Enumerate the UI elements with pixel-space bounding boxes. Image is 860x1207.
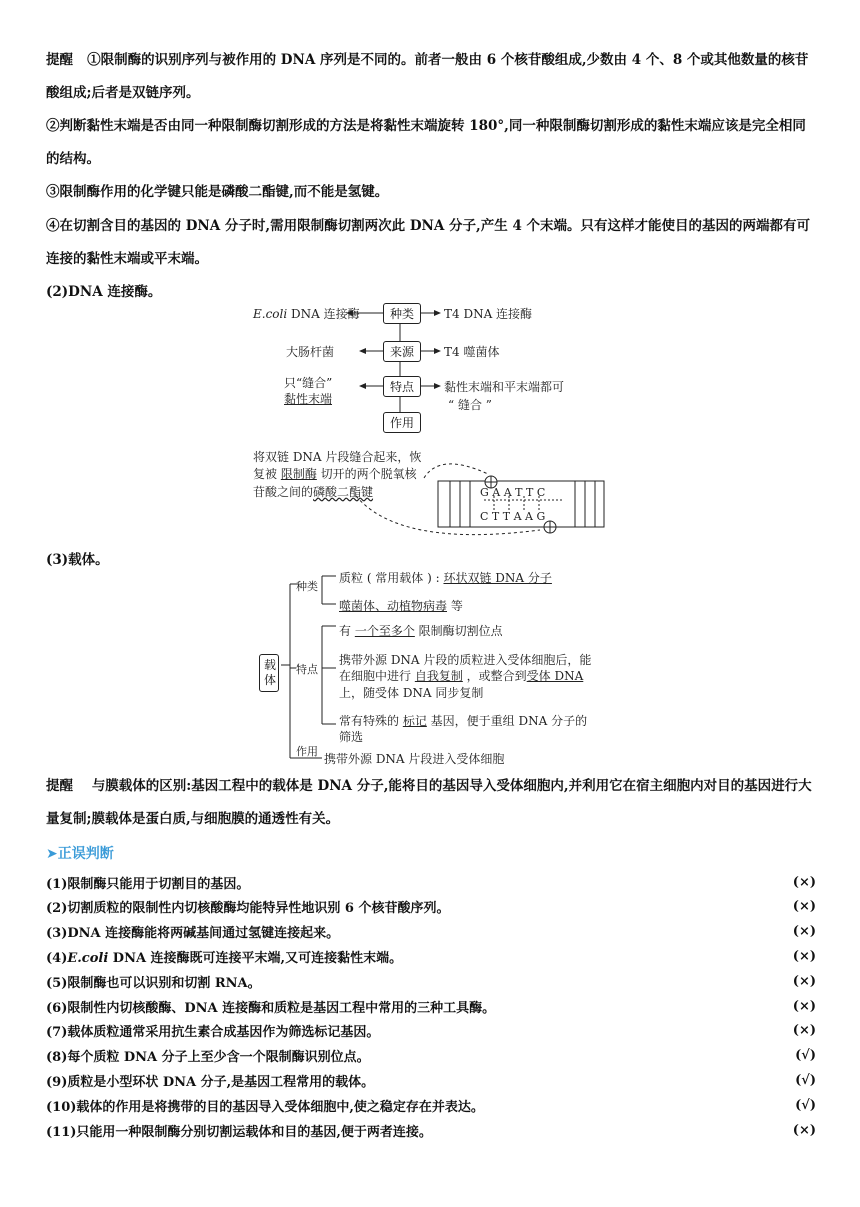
vector-role-text: 携带外源 DNA 片段进入受体细胞 <box>324 752 505 766</box>
feature-box: 特点 <box>383 376 421 397</box>
judge-item-mark: (×) <box>792 1023 816 1039</box>
play-arrow-icon: ➤ <box>46 846 58 862</box>
judge-heading <box>46 843 114 863</box>
role-line-1: 将双链 DNA 片段缝合起来，恢 <box>253 450 422 464</box>
feature-right-1: 黏性末端和平末端都可 <box>444 380 565 394</box>
tip-text-5: 与膜载体的区别:基因工程中的载体是 DNA 分子,能将目的基因导入受体细胞内,并利用它在宿主细胞内对目的基因进行大量复制;膜载体是蛋白质,与细胞膜的通透性有关。 <box>46 778 812 827</box>
judge-item-text: (2)切割质粒的限制性内切核酸酶均能特异性地识别 6 个核苷酸序列。 <box>46 901 450 917</box>
judge-item <box>46 1019 816 1043</box>
role-line-2: 复被 限制酶 切开的两个脱氧核 <box>253 467 417 481</box>
feature-left-2: 黏性末端 <box>284 392 333 406</box>
judge-item-text: (11)只能用一种限制酶分别切割运载体和目的基因,便于两者连接。 <box>46 1124 432 1140</box>
ecoli-ligase-label: E.coli DNA 连接酶 <box>253 307 360 321</box>
judge-item <box>46 969 816 993</box>
judge-item <box>46 1068 816 1092</box>
source-t4: T4 噬菌体 <box>444 345 500 359</box>
judge-item <box>46 1093 816 1117</box>
vector-role-label: 作用 <box>296 745 318 758</box>
kind-box: 种类 <box>383 303 421 324</box>
tip-text-1: ①限制酶的识别序列与被作用的 DNA 序列是不同的。前者一般由 6 个核苷酸组成,少数由 4 个、8 个或其他数量的核苷酸组成;后者是双链序列。 <box>46 52 809 101</box>
judge-item <box>46 994 816 1018</box>
judge-item <box>46 895 816 919</box>
vector-feature-3-line-2: 筛选 <box>339 730 364 744</box>
t4-ligase-label: T4 DNA 连接酶 <box>444 307 533 321</box>
ligase-heading: (2)DNA 连接酶。 <box>46 284 162 300</box>
vector-feature-2-line-2: 在细胞中进行 自我复制 ，或整合到受体 DNA <box>339 669 584 683</box>
tip-paragraph-3: ③限制酶作用的化学键只能是磷酸二酯键,而不能是氢键。 <box>46 184 389 200</box>
judge-item-text: (4)E.coli DNA 连接酶既可连接平末端,又可连接黏性末端。 <box>46 950 403 966</box>
source-box: 来源 <box>383 341 421 362</box>
vector-center-box: 载 体 <box>259 654 279 692</box>
tip-paragraph-2: ②判断黏性末端是否由同一种限制酶切割形成的方法是将黏性末端旋转 180°,同一种限制酶切割形成的黏性末端应该是完全相同的结构。 <box>46 118 806 167</box>
judge-item-text: (10)载体的作用是将携带的目的基因导入受体细胞中,使之稳定存在并表达。 <box>46 1099 484 1115</box>
judge-item-mark: (×) <box>792 948 816 964</box>
judge-item-text: (6)限制性内切核酸酶、DNA 连接酶和质粒是基因工程中常用的三种工具酶。 <box>46 1000 496 1016</box>
tip-paragraph-4: ④在切割含目的基因的 DNA 分子时,需用限制酶切割两次此 DNA 分子,产生 4 个末端。只有这样才能使目的基因的两端都有可连接的黏性末端或平末端。 <box>46 218 811 267</box>
judge-item-mark: (×) <box>792 874 816 890</box>
judge-item-mark: (√) <box>795 1048 816 1064</box>
vector-feature-1: 有 一个至多个 限制酶切割位点 <box>339 624 503 638</box>
judge-title: 正误判断 <box>57 846 114 862</box>
vector-heading: (3)载体。 <box>46 552 109 568</box>
judge-item <box>46 944 816 968</box>
judge-item-mark: (×) <box>792 1122 816 1138</box>
judge-item-mark: (√) <box>795 1097 816 1113</box>
role-box: 作用 <box>383 412 421 433</box>
tip-paragraph-5 <box>46 770 818 836</box>
feature-right-2: “ 缝合 ” <box>448 398 492 412</box>
judge-item-mark: (×) <box>792 998 816 1014</box>
judge-item <box>46 1044 816 1068</box>
judge-item-mark: (×) <box>792 973 816 989</box>
vector-kind-label: 种类 <box>296 580 318 593</box>
role-line-3: 苷酸之间的磷酸二酯键 <box>253 485 374 499</box>
vector-feature-2-line-1: 携带外源 DNA 片段的质粒进入受体细胞后，能 <box>339 653 592 667</box>
sequence-top: G A A T T C <box>480 486 546 499</box>
judge-item-text: (9)质粒是小型环状 DNA 分子,是基因工程常用的载体。 <box>46 1074 375 1090</box>
vector-feature-3-line-1: 常有特殊的 标记 基因，便于重组 DNA 分子的 <box>339 714 588 728</box>
judge-item-mark: (×) <box>792 924 816 940</box>
judge-item <box>46 1118 816 1142</box>
feature-left-1: 只“缝合” <box>284 376 333 390</box>
source-ecoli: 大肠杆菌 <box>286 345 335 359</box>
judge-item <box>46 920 816 944</box>
judge-item-text: (5)限制酶也可以识别和切割 RNA。 <box>46 975 261 991</box>
judge-item-mark: (×) <box>792 899 816 915</box>
judge-item-mark: (√) <box>795 1072 816 1088</box>
judge-item-text: (7)载体质粒通常采用抗生素合成基因作为筛选标记基因。 <box>46 1025 380 1041</box>
vector-kind-2: 噬菌体、动植物病毒 等 <box>339 599 463 613</box>
vector-feature-2-line-3: 上，随受体 DNA 同步复制 <box>339 686 484 700</box>
tip-label: 提醒 <box>46 52 73 68</box>
judge-item-text: (1)限制酶只能用于切割目的基因。 <box>46 876 250 892</box>
sequence-bottom: C T T A A G <box>480 510 546 523</box>
judge-item <box>46 870 816 894</box>
judge-item-text: (8)每个质粒 DNA 分子上至少含一个限制酶识别位点。 <box>46 1050 370 1066</box>
vector-kind-1: 质粒 ( 常用载体 ) : 环状双链 DNA 分子 <box>339 571 552 585</box>
vector-feature-label: 特点 <box>296 663 318 676</box>
judge-item-text: (3)DNA 连接酶能将两碱基间通过氢键连接起来。 <box>46 926 340 942</box>
tip-label-2: 提醒 <box>46 778 73 794</box>
